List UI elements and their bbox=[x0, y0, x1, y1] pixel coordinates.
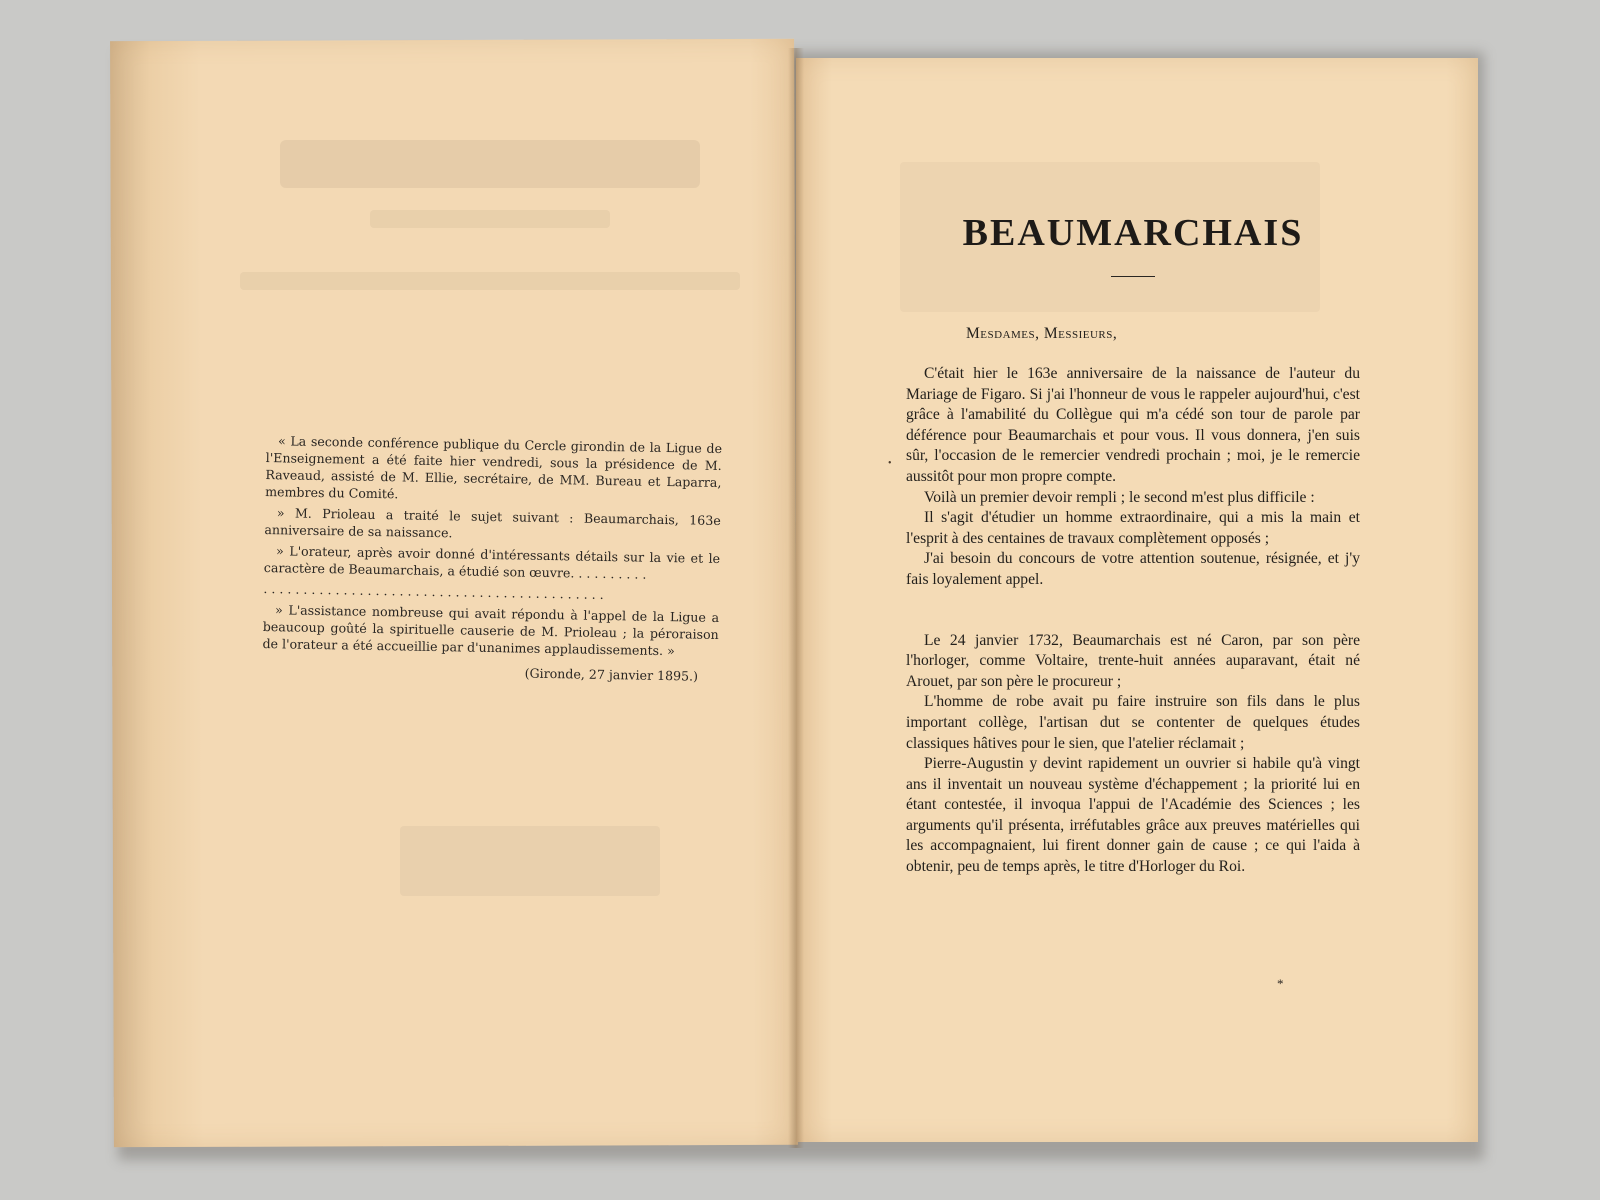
body-paragraph: Voilà un premier devoir rempli ; le second m'est plus difficile : bbox=[924, 488, 1315, 506]
footer-asterisk: * bbox=[1277, 976, 1284, 991]
quote-ellipsis: . . . . . . . . . . . . . . . . . . . . . . . . . . . . . . . . . . . . . . . . . . . bbox=[263, 581, 604, 602]
newspaper-quote bbox=[262, 432, 722, 689]
quote-paragraph: » L'assistance nombreuse qui avait répondu à l'appel de la Ligue a beaucoup goûté la spirituelle causerie de M. Prioleau ; la péroraison de l'orateur a été accueillie par d'unanimes applaudissements. » bbox=[262, 602, 720, 659]
body-paragraph: C'était hier le 163e anniversaire de la naissance de l'auteur du Mariage de Figaro. Si j'ai l'honneur de vous le rappeler aujourd'hui, c'est grâce à l'amabilité du Collègue qui m'a cédé son tour de parole par déférence pour Beaumarchais et pour vous. Il vous donnera, j'en suis sûr, l'occasion de le remercier vendredi prochain ; moi, je le remercie aussitôt pour mon propre compte. bbox=[906, 365, 1360, 485]
body-paragraph: L'homme de robe avait pu faire instruire son fils dans le plus important collège, l'artisan dut se contenter de quelques études classiques hâtives pour le sien, que l'atelier réclamait ; bbox=[906, 693, 1360, 752]
title-rule bbox=[1111, 276, 1155, 277]
ink-dot: • bbox=[888, 458, 892, 469]
quote-paragraph: » L'orateur, après avoir donné d'intéressants détails sur la vie et le caractère de Beaumarchais, a étudié son œuvre. . . . . . . . . . bbox=[263, 543, 721, 582]
body-paragraph: Il s'agit d'étudier un homme extraordinaire, qui a mis la main et l'esprit à des centaines de travaux complètement opposés ; bbox=[906, 509, 1360, 547]
bleed-through-block bbox=[400, 826, 660, 896]
section-gap bbox=[906, 591, 1360, 631]
bleed-through-line bbox=[240, 272, 740, 290]
right-page-text bbox=[906, 208, 1360, 878]
greeting: Mesdames, Messieurs, bbox=[966, 325, 1118, 342]
bleed-through-subtitle bbox=[370, 210, 610, 228]
body-paragraph: Le 24 janvier 1732, Beaumarchais est né Caron, par son père l'horloger, comme Voltaire, trente-huit années auparavant, était né Arouet, par son père le procureur ; bbox=[906, 631, 1360, 690]
body-paragraph: J'ai besoin du concours de votre attention soutenue, résignée, et j'y fais loyalement appel. bbox=[906, 550, 1360, 588]
quote-source: (Gironde, 27 janvier 1895.) bbox=[524, 665, 699, 684]
book-spine bbox=[788, 48, 804, 1148]
page-title: BEAUMARCHAIS bbox=[962, 212, 1304, 254]
quote-paragraph: » M. Prioleau a traité le sujet suivant : Beaumarchais, 163e anniversaire de sa naissance. bbox=[264, 505, 721, 541]
bleed-through-title bbox=[280, 140, 700, 188]
body-paragraph: Pierre-Augustin y devint rapidement un ouvrier si habile qu'à vingt ans il inventait un nouveau système d'échappement ; la priorité lui en étant contestée, il invoqua l'appui de l'Académie des Sciences ; les arguments qu'il présenta, irréfutables grâce aux preuves matérielles qui les accompagnaient, lui firent donner gain de cause ; ce qui l'aida à obtenir, peu de temps après, le titre d'Horloger du Roi. bbox=[906, 755, 1360, 876]
quote-paragraph: « La seconde conférence publique du Cercle girondin de la Ligue de l'Enseignement a été faite hier vendredi, sous la présidence de M. Raveaud, assisté de M. Ellie, secrétaire, de MM. Bureau et Laparra, membres du Comité. bbox=[265, 433, 723, 502]
